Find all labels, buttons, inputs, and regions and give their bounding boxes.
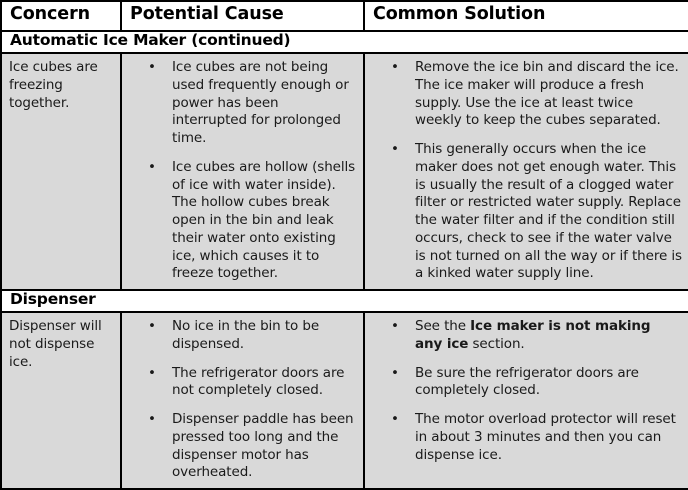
bullet-icon: •	[148, 318, 156, 335]
list-item	[365, 141, 682, 283]
section-banner-cell-dispenser	[1, 290, 688, 312]
list-item	[365, 59, 682, 130]
bullet-icon: •	[148, 158, 156, 175]
solution-list	[365, 313, 688, 470]
concern-text: Ice cubes are freezing together.	[9, 59, 98, 111]
cell-causes-ice-cubes-freezing	[121, 53, 364, 290]
bullet-icon: •	[391, 364, 399, 381]
bullet-icon: •	[148, 59, 156, 76]
solution-text: The motor overload protector will reset in about 3 minutes and then you can dispense ice.	[415, 411, 676, 463]
bullet-icon: •	[391, 59, 399, 76]
column-header-concern: Concern	[10, 3, 90, 24]
section-banner-row-ice-maker	[1, 31, 688, 53]
list-item	[365, 318, 682, 354]
cell-solutions-ice-cubes-freezing	[364, 53, 688, 290]
solution-text: Remove the ice bin and discard the ice. The ice maker will produce a fresh supply. Use the ice at least twice weekly to keep the cubes separated.	[415, 59, 679, 129]
bullet-icon: •	[148, 364, 156, 381]
cell-causes-dispenser	[121, 312, 364, 489]
cause-list	[122, 54, 363, 289]
cause-text: Ice cubes are not being used frequently enough or power has been interrupted for prolonged time.	[172, 59, 349, 147]
solution-list	[365, 54, 688, 289]
list-item	[122, 318, 357, 354]
bullet-icon: •	[391, 411, 399, 428]
header-cell-common-solution	[364, 1, 688, 31]
solution-text: This generally occurs when the ice maker does not get enough water. This is usually the result of a clogged water filter or restricted water supply. Replace the water filter and if the condition still occurs, check to see if the water valve is not turned on all the way or if there is a kinked water supply line.	[415, 141, 682, 282]
table-row-ice-cubes-freezing	[1, 53, 688, 290]
table-header-row	[1, 1, 688, 31]
header-cell-concern	[1, 1, 121, 31]
list-item	[122, 159, 357, 283]
bullet-icon: •	[391, 318, 399, 335]
list-item	[122, 411, 357, 482]
cell-concern-dispenser	[1, 312, 121, 489]
section-banner-cell-ice-maker	[1, 31, 688, 53]
cell-concern-ice-cubes-freezing	[1, 53, 121, 290]
solution-text: See the Ice maker is not making any ice section.	[415, 318, 651, 352]
bullet-icon: •	[391, 141, 399, 158]
list-item	[365, 411, 682, 464]
list-item	[365, 365, 682, 401]
cause-text: Dispenser paddle has been pressed too long and the dispenser motor has overheated.	[172, 411, 354, 481]
section-title-dispenser: Dispenser	[10, 290, 96, 309]
cell-solutions-dispenser	[364, 312, 688, 489]
column-header-potential-cause: Potential Cause	[130, 3, 284, 24]
cause-text: No ice in the bin to be dispensed.	[172, 318, 320, 352]
column-header-common-solution: Common Solution	[373, 3, 546, 24]
table-body	[1, 1, 688, 489]
header-cell-potential-cause	[121, 1, 364, 31]
cause-text: Ice cubes are hollow (shells of ice with water inside). The hollow cubes break open in the bin and leak their water onto existing ice, which causes it to freeze together.	[172, 158, 356, 282]
list-item	[122, 59, 357, 148]
cause-text: The refrigerator doors are not completely closed.	[172, 364, 345, 399]
concern-text: Dispenser will not dispense ice.	[9, 318, 102, 370]
table-row-dispenser-not-dispensing	[1, 312, 688, 489]
list-item	[122, 365, 357, 401]
bullet-icon: •	[148, 411, 156, 428]
solution-text: Be sure the refrigerator doors are completely closed.	[415, 364, 639, 399]
section-banner-row-dispenser	[1, 290, 688, 312]
cause-list	[122, 313, 363, 488]
section-title-ice-maker: Automatic Ice Maker (continued)	[10, 31, 291, 49]
